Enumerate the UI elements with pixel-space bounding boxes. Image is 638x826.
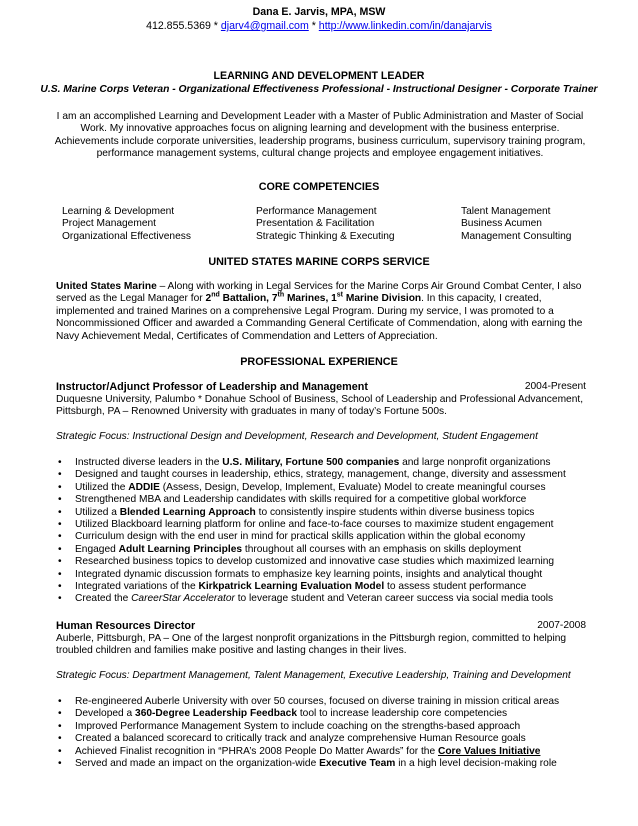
battalion-text: Battalion, 7: [219, 293, 278, 305]
linkedin-link[interactable]: http://www.linkedin.com/in/danajarvis: [318, 20, 492, 32]
competency-item: Strategic Thinking & Executing: [256, 230, 395, 242]
list-item: • Integrated dynamic discussion formats to emphasize key learning points, insights and analytical thought: [56, 569, 596, 581]
list-item: • Instructed diverse leaders in the U.S. Military, Fortune 500 companies and large nonprofit organizations: [56, 457, 596, 469]
job-dates: 2007-2008: [537, 620, 586, 631]
competency-item: Organizational Effectiveness: [62, 230, 191, 242]
competency-item: Management Consulting: [461, 230, 572, 242]
contact-line: [0, 20, 638, 32]
list-item: • Integrated variations of the Kirkpatrick Learning Evaluation Model to assess student performance: [56, 581, 596, 593]
marine-lead: United States Marine: [56, 281, 157, 292]
headline-tagline: U.S. Marine Corps Veteran - Organizational Effectiveness Professional - Instructional Designer - Corporate Trainer: [40, 84, 598, 95]
competency-item: Presentation & Facilitation: [256, 218, 375, 230]
marine-text-2: . In this capacity, I created, implemented and trained Marines on a comprehensive Legal Program. During my service, I was promoted to a Noncommissioned Officer and awarded a Commanding General Certificate of Commendation, along with earning the Navy Achievement Medal, Certificates of Commendation and Letters of Appreciation.: [56, 293, 583, 342]
job-title: Human Resources Director: [56, 620, 196, 632]
list-item: • Utilized a Blended Learning Approach to consistently inspire students within diverse business topics: [56, 507, 596, 519]
phone: 412.855.5369 *: [146, 20, 221, 32]
list-item: • Curriculum design with the end user in mind for practical skills application within the global economy: [56, 531, 596, 543]
list-item: • Researched business topics to develop customized and innovative case studies which maximized learning: [56, 556, 596, 568]
job-title-row: [56, 381, 586, 393]
ordinal-suffix: th: [277, 292, 285, 300]
competency-item: Learning & Development: [62, 206, 175, 217]
competency-item: Project Management: [62, 218, 157, 230]
job-strategic-focus: Strategic Focus: Department Management, Talent Management, Executive Leadership, Training and Development: [56, 670, 571, 681]
summary-paragraph: I am an accomplished Learning and Development Leader with a Master of Public Administration and Master of Social Work. My innovative approaches focus on aligning learning and development with the business enterprise. Achievements include corporate universities, leadership programs, business curriculum, supervisory training program, performance management systems, cultural change projects and employee engagement initiatives.: [54, 111, 586, 160]
marine-paragraph: [56, 281, 586, 343]
headline-title: LEARNING AND DEVELOPMENT LEADER: [213, 70, 425, 82]
battalion-number: 2: [205, 293, 212, 305]
job2-bullets: [56, 696, 596, 770]
job-title: Instructor/Adjunct Professor of Leadership and Management: [56, 381, 368, 393]
competency-item: Talent Management: [461, 206, 551, 217]
list-item: • Created a balanced scorecard to critically track and analyze comprehensive Human Resource goals: [56, 733, 596, 745]
competencies-grid: [62, 206, 602, 243]
list-item: • Achieved Finalist recognition in “PHRA’s 2008 People Do Matter Awards” for the Core Values Initiative: [56, 746, 596, 758]
job-dates: 2004-Present: [524, 381, 586, 392]
list-item: • Engaged Adult Learning Principles throughout all courses with an emphasis on skills deployment: [56, 544, 596, 556]
job-organization: Auberle, Pittsburgh, PA – One of the largest nonprofit organizations in the Pittsburgh region, committed to helping troubled children and families make positive and lasting changes in their lives.: [56, 633, 567, 657]
list-item: • Created the CareerStar Accelerator to leverage student and Veteran career success via social media tools: [56, 593, 596, 605]
competency-item: Business Acumen: [461, 218, 542, 230]
job1-bullets: [56, 457, 596, 606]
list-item: • Designed and taught courses in leadership, ethics, strategy, management, change, diversity and assessment: [56, 469, 596, 481]
list-item: • Utilized the ADDIE (Assess, Design, Develop, Implement, Evaluate) Model to create meaningful courses: [56, 482, 596, 494]
list-item: • Strengthened MBA and Leadership candidates with skills required for a competitive global workforce: [56, 494, 596, 506]
list-item: • Re-engineered Auberle University with over 50 courses, focused on diverse training in mission critical areas: [56, 696, 596, 708]
marine-text-1: – Along with working in Legal Services for the Marine Corps Air Ground Combat Center, I also served as the Legal Manager for: [56, 281, 582, 305]
experience-heading: PROFESSIONAL EXPERIENCE: [240, 356, 398, 368]
ordinal-suffix: st: [336, 292, 344, 300]
list-item: • Improved Performance Management System to include coaching on the strengths-based approach: [56, 721, 596, 733]
list-item: • Utilized Blackboard learning platform for online and face-to-face courses to maximize student engagement: [56, 519, 596, 531]
competencies-heading: CORE COMPETENCIES: [258, 181, 380, 193]
job-strategic-focus: Strategic Focus: Instructional Design and Development, Research and Development, Student Engagement: [56, 431, 538, 442]
ordinal-suffix: nd: [211, 292, 220, 300]
job-organization: Duquesne University, Palumbo * Donahue School of Business, School of Leadership and Professional Advancement, Pittsburgh, PA – Renowned University with graduates in many of today’s Fortune 500s.: [56, 394, 584, 418]
email-link[interactable]: djarv4@gmail.com: [220, 20, 309, 32]
list-item: • Developed a 360-Degree Leadership Feedback tool to increase leadership core competencies: [56, 708, 596, 720]
contact-separator: *: [308, 20, 319, 32]
list-item: • Served and made an impact on the organization-wide Executive Team in a high level decision-making role: [56, 758, 596, 770]
competency-item: Performance Management: [256, 206, 377, 217]
job-title-row: [56, 620, 586, 632]
marine-heading: UNITED STATES MARINE CORPS SERVICE: [208, 256, 430, 268]
division-text: Marine Division: [343, 293, 422, 305]
candidate-name: Dana E. Jarvis, MPA, MSW: [252, 6, 386, 18]
marines-text: Marines, 1: [284, 293, 337, 305]
